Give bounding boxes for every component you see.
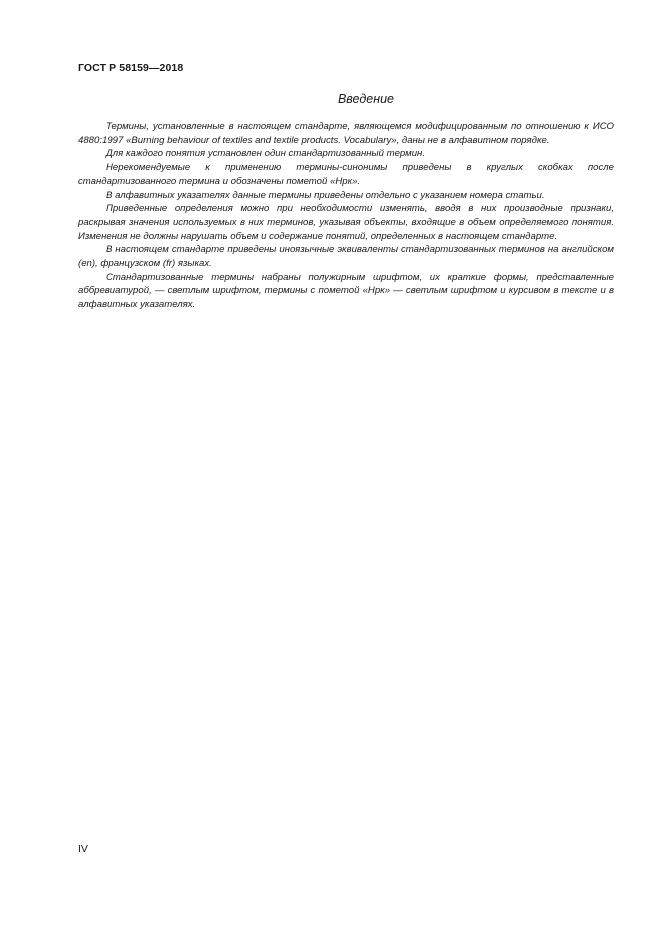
paragraph-7: Стандартизованные термины набраны полужирным шрифтом, их краткие формы, представленные аббревиатурой, — светлым шрифтом, термины с пометой «Нрк» — светлым шрифтом и курсивом в тексте и в алфавитных указателях.: [78, 271, 614, 311]
paragraph-3: Нерекомендуемые к применению термины-синонимы приведены в круглых скобках после стандартизованного термина и обозначены пометой «Нрк».: [78, 162, 614, 187]
page-number: IV: [78, 843, 88, 855]
paragraph-2: Для каждого понятия установлен один стандартизованный термин.: [106, 148, 425, 160]
paragraph-4: В алфавитных указателях данные термины приведены отдельно с указанием номера статьи.: [106, 189, 545, 201]
introduction-body: [78, 120, 614, 312]
section-title: Введение: [337, 92, 395, 106]
document-code: ГОСТ Р 58159—2018: [78, 62, 184, 74]
paragraph-6: В настоящем стандарте приведены иноязычные эквиваленты стандартизованных терминов на английском (en), французском (fr) языках.: [78, 244, 614, 270]
paragraph-5: Приведенные определения можно при необходимости изменять, вводя в них производные признаки, раскрывая значения используемых в них терминов, указывая объекты, входящие в объем определяемого понятия. Изменения не должны нарушать объем и содержание понятий, определенных в настоящем стандарте.: [78, 203, 614, 242]
paragraph-1: Термины, установленные в настоящем стандарте, являющемся модифицированным по отношению к ИСО 4880:1997 «Burning behaviour of textiles and textile products. Vocabulary», даны не в алфавитном порядке.: [78, 121, 614, 146]
